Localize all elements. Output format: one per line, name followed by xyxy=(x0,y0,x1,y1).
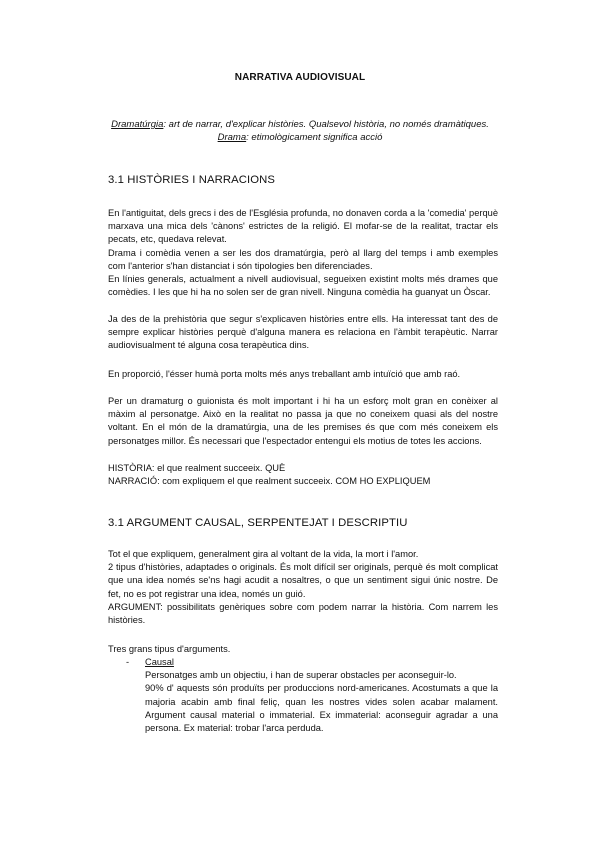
paragraph-line: Drama i comèdia venen a ser les dos dramatúrgia, però al llarg del temps i amb exemples com l'anterior s'han distanciat i són tipologies ben diferenciades. xyxy=(108,247,498,271)
section-heading-argument: 3.1 ARGUMENT CAUSAL, SERPENTEJAT I DESCRIPTIU xyxy=(108,517,408,529)
paragraph-prehistoria xyxy=(108,313,498,353)
list-item-title: Causal xyxy=(145,657,174,667)
paragraph-line: 2 tipus d'històries, adaptades o originals. És molt difícil ser originals, perquè és molt complicat que una idea només se'ns hagi acudit a nosaltres, o que un sentiment sigui únic nostre. De fet, no es pot registrar una idea, només un guió. xyxy=(108,562,498,599)
section-heading-histories: 3.1 HISTÒRIES I NARRACIONS xyxy=(108,174,276,186)
paragraph-line: ARGUMENT: possibilitats genèriques sobre com podem narrar la història. Com narrem les històries. xyxy=(108,601,498,626)
definition-drama xyxy=(0,131,600,144)
paragraph-text: Ja des de la prehistòria que segur s'explicaven històries entre ells. Ha interessat tant des de sempre explicar històries perquè d'alguna manera es relaciona en l'àmbit terapèutic. Narrar audiovisualment té alguna cosa terapèutica dins. xyxy=(108,314,498,351)
list-item-line: 90% d' aquests són produïts per produccions nord-americanes. Acostumats a que la majoria acabin amb final feliç, quan les nostres vides solen acabar malament. Argument causal material o immaterial. Ex immaterial: aconseguir agradar a una persona. Ex material: trobar l'arca perduda. xyxy=(145,683,498,734)
paragraph-tipus xyxy=(108,643,498,656)
list-bullet: - xyxy=(126,657,130,667)
term-dramaturgia: Dramatúrgia xyxy=(111,119,164,130)
definitions-historia-narracio xyxy=(108,462,498,488)
argument-types-list xyxy=(108,656,498,735)
definition-historia: HISTÒRIA: el que realment succeeix. QUÈ xyxy=(108,463,286,473)
definition-dramaturgia xyxy=(0,118,600,131)
list-item xyxy=(108,656,498,735)
paragraph-text: Per un dramaturg o guionista és molt important i hi ha un esforç molt gran en conèixer al màxim al personatge. Això en la realitat no passa ja que no coneixem quasi als del nostre voltant. En el món de la dramatúrgia, una de les premises és que com més coneixem els personatges millor. És necessari que l'espectador entengui els motius de totes les accions. xyxy=(108,396,498,446)
list-item-body xyxy=(145,656,498,735)
definition-dramaturgia-text: : art de narrar, d'explicar històries. Qualsevol història, no només dramàtiques. xyxy=(163,119,489,130)
list-item-line: Personatges amb un objectiu, i han de superar obstacles per aconseguir-lo. xyxy=(145,670,457,681)
paragraph-text: En proporció, l'ésser humà porta molts més anys treballant amb intuïció que amb raó. xyxy=(108,369,461,379)
paragraph-line: En l'antiguitat, dels grecs i des de l'Església profunda, no donaven corda a la 'comedia' perquè marxava una mica dels 'cànons' estrictes de la religió. El mofar-se de la realitat, tractar els pecats, etc, quedava relevat. xyxy=(108,208,498,245)
paragraph-line: En línies generals, actualment a nivell audiovisual, segueixen existint molts més drames que comèdies. I les que hi ha no solen ser de gran nivell. Ninguna comèdia ha guanyat un Òscar. xyxy=(108,274,498,298)
paragraph-antiguitat xyxy=(108,207,498,299)
document-title: NARRATIVA AUDIOVISUAL xyxy=(234,72,366,83)
paragraph-proporcio xyxy=(108,368,498,381)
paragraph-dramaturg xyxy=(108,395,498,448)
term-drama: Drama xyxy=(217,132,247,143)
definition-narracio: NARRACIÓ: com expliquem el que realment succeeix. COM HO EXPLIQUEM xyxy=(108,476,431,487)
definition-drama-text: : etimològicament significa acció xyxy=(246,132,383,143)
paragraph-text: Tres grans tipus d'arguments. xyxy=(108,644,231,654)
paragraph-argument xyxy=(108,548,498,627)
paragraph-line: Tot el que expliquem, generalment gira al voltant de la vida, la mort i l'amor. xyxy=(108,549,419,559)
